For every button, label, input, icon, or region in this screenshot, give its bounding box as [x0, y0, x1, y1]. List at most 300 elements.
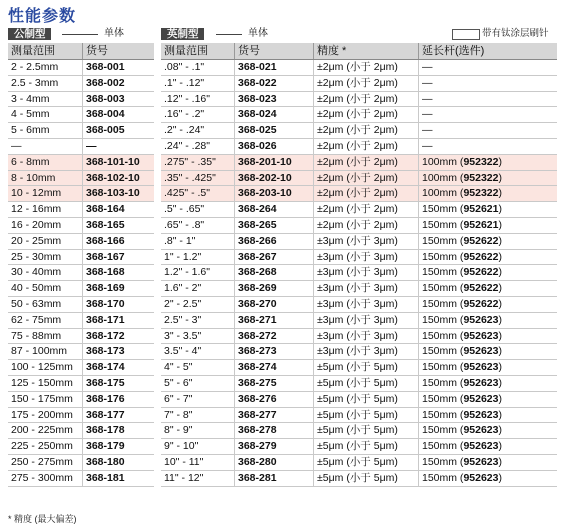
accuracy-cell: ±3μm (小于 3μm) — [313, 265, 418, 280]
metric-table-row — [8, 423, 154, 439]
imperial-range-cell: 1" - 1.2" — [164, 250, 202, 263]
imperial-table-row — [161, 139, 557, 155]
extension-code: 952623 — [463, 329, 499, 342]
extension-cell — [418, 171, 557, 186]
accuracy-cell: ±5μm (小于 5μm) — [313, 408, 418, 423]
extension-length: 150mm ( — [422, 345, 464, 358]
metric-range-cell: 275 - 300mm — [11, 471, 73, 484]
imperial-code-cell: 368-265 — [234, 218, 313, 233]
metric-code-cell: 368-166 — [82, 234, 154, 249]
extension-close: ) — [498, 155, 502, 168]
metric-code-cell: 368-101-10 — [82, 155, 154, 170]
extension-code: 952322 — [463, 155, 499, 168]
metric-range-cell: 8 - 10mm — [11, 171, 56, 184]
extension-length: 150mm ( — [422, 408, 464, 421]
accuracy-footnote: * 精度 (最大偏差) — [8, 514, 77, 524]
imperial-code-cell: 368-023 — [234, 92, 313, 107]
metric-table-row — [8, 392, 154, 408]
metric-table-row — [8, 360, 154, 376]
accuracy-cell: ±2μm (小于 2μm) — [313, 186, 418, 201]
imperial-unit-label: 单体 — [248, 28, 268, 39]
imperial-range-cell: .1" - .12" — [164, 76, 205, 89]
extension-length: 100mm ( — [422, 171, 464, 184]
metric-table-header — [8, 43, 154, 60]
metric-range-cell: 2 - 2.5mm — [11, 61, 59, 73]
metric-range-cell: — — [11, 139, 22, 152]
metric-table-row — [8, 107, 154, 123]
imperial-code-cell: 368-274 — [234, 360, 313, 375]
accuracy-cell: ±2μm (小于 2μm) — [313, 60, 418, 75]
metric-code-cell: 368-004 — [82, 107, 154, 122]
metric-code-cell: 368-169 — [82, 281, 154, 296]
metric-range-cell: 12 - 16mm — [11, 203, 62, 216]
extension-length: 150mm ( — [422, 455, 464, 468]
accuracy-cell: ±2μm (小于 2μm) — [313, 107, 418, 122]
extension-code: 952623 — [463, 408, 499, 421]
extension-length: — — [422, 124, 433, 137]
extension-cell — [418, 329, 557, 344]
accuracy-cell: ±2μm (小于 2μm) — [313, 155, 418, 170]
imperial-range-cell: .12" - .16" — [164, 92, 210, 105]
legend-label: 带有钛涂层刷针 — [482, 28, 549, 39]
accuracy-cell: ±2μm (小于 2μm) — [313, 139, 418, 154]
extension-code: 952623 — [463, 440, 499, 453]
metric-code-cell: 368-173 — [82, 344, 154, 359]
metric-code-cell: 368-181 — [82, 471, 154, 486]
extension-code: 952622 — [463, 297, 499, 310]
extension-close: ) — [498, 392, 502, 405]
metric-code-cell: 368-175 — [82, 376, 154, 391]
metric-range-cell: 4 - 5mm — [11, 108, 50, 121]
accuracy-cell: ±3μm (小于 3μm) — [313, 297, 418, 312]
metric-table-row — [8, 455, 154, 471]
extension-close: ) — [498, 234, 502, 247]
extension-cell — [418, 408, 557, 423]
accuracy-cell: ±5μm (小于 5μm) — [313, 360, 418, 375]
metric-table-row — [8, 155, 154, 171]
imperial-range-cell: 1.2" - 1.6" — [164, 266, 210, 279]
imperial-code-cell: 368-275 — [234, 376, 313, 391]
imperial-code-cell: 368-026 — [234, 139, 313, 154]
imperial-table-row — [161, 344, 557, 360]
extension-code: 952322 — [463, 171, 499, 184]
extension-cell — [418, 471, 557, 486]
header-extension: 延长杆(选件) — [418, 43, 557, 59]
metric-range-cell: 6 - 8mm — [11, 155, 50, 168]
header-code: 货号 — [82, 43, 154, 59]
imperial-table-row — [161, 471, 557, 487]
imperial-range-cell: 2.5" - 3" — [164, 313, 202, 326]
extension-close: ) — [498, 440, 502, 453]
imperial-range-cell: .2" - .24" — [164, 124, 205, 137]
extension-code: 952623 — [463, 455, 499, 468]
extension-code: 952623 — [463, 313, 499, 326]
extension-length: 150mm ( — [422, 297, 464, 310]
imperial-range-cell: .24" - .28" — [164, 139, 210, 152]
extension-length: 100mm ( — [422, 155, 464, 168]
extension-close: ) — [498, 455, 502, 468]
metric-code-cell: 368-165 — [82, 218, 154, 233]
extension-cell — [418, 439, 557, 454]
imperial-range-cell: 7" - 8" — [164, 408, 193, 421]
imperial-table-row — [161, 313, 557, 329]
extension-close: ) — [498, 171, 502, 184]
extension-cell — [418, 297, 557, 312]
accuracy-cell: ±2μm (小于 2μm) — [313, 171, 418, 186]
extension-cell — [418, 234, 557, 249]
extension-cell — [418, 250, 557, 265]
imperial-range-cell: 6" - 7" — [164, 392, 193, 405]
extension-close: ) — [498, 266, 502, 279]
imperial-range-cell: 4" - 5" — [164, 361, 193, 374]
extension-cell — [418, 423, 557, 438]
extension-close: ) — [498, 345, 502, 358]
imperial-table-row — [161, 92, 557, 108]
imperial-range-cell: .65" - .8" — [164, 218, 205, 231]
imperial-code-cell: 368-021 — [234, 60, 313, 75]
metric-range-cell: 5 - 6mm — [11, 124, 50, 137]
accuracy-cell: ±5μm (小于 5μm) — [313, 455, 418, 470]
accuracy-cell: ±5μm (小于 5μm) — [313, 439, 418, 454]
imperial-code-cell: 368-024 — [234, 107, 313, 122]
metric-range-cell: 75 - 88mm — [11, 329, 62, 342]
extension-length: 150mm ( — [422, 361, 464, 374]
extension-length: 150mm ( — [422, 392, 464, 405]
imperial-table-row — [161, 202, 557, 218]
imperial-code-cell: 368-272 — [234, 329, 313, 344]
extension-close: ) — [498, 471, 502, 484]
extension-cell — [418, 76, 557, 91]
extension-close: ) — [498, 218, 502, 231]
metric-group-tag: 公制型 — [8, 28, 51, 40]
imperial-code-cell: 368-203-10 — [234, 186, 313, 201]
imperial-table-row — [161, 60, 557, 76]
imperial-range-cell: 3.5" - 4" — [164, 345, 202, 358]
extension-code: 952621 — [463, 203, 499, 216]
imperial-range-cell: 1.6" - 2" — [164, 282, 202, 295]
extension-length: — — [422, 92, 433, 105]
imperial-code-cell: 368-202-10 — [234, 171, 313, 186]
metric-code-cell: 368-103-10 — [82, 186, 154, 201]
extension-length: — — [422, 108, 433, 121]
extension-close: ) — [498, 250, 502, 263]
metric-range-cell: 225 - 250mm — [11, 440, 73, 453]
extension-cell — [418, 344, 557, 359]
metric-range-cell: 50 - 63mm — [11, 297, 62, 310]
imperial-table-row — [161, 408, 557, 424]
accuracy-cell: ±2μm (小于 2μm) — [313, 92, 418, 107]
header-code-imperial: 货号 — [234, 43, 313, 59]
metric-table — [8, 43, 154, 487]
imperial-table-row — [161, 265, 557, 281]
metric-table-row — [8, 471, 154, 487]
extension-cell — [418, 281, 557, 296]
extension-cell — [418, 376, 557, 391]
imperial-table-row — [161, 107, 557, 123]
accuracy-cell: ±3μm (小于 3μm) — [313, 344, 418, 359]
extension-length: 100mm ( — [422, 187, 464, 200]
imperial-table-row — [161, 360, 557, 376]
accuracy-cell: ±2μm (小于 2μm) — [313, 123, 418, 138]
metric-table-row — [8, 439, 154, 455]
imperial-table-row — [161, 297, 557, 313]
extension-length: 150mm ( — [422, 313, 464, 326]
extension-length: 150mm ( — [422, 329, 464, 342]
extension-close: ) — [498, 408, 502, 421]
extension-close: ) — [498, 203, 502, 216]
metric-code-cell: 368-180 — [82, 455, 154, 470]
accuracy-cell: ±2μm (小于 2μm) — [313, 202, 418, 217]
metric-code-cell: 368-003 — [82, 92, 154, 107]
metric-code-cell: 368-001 — [82, 60, 154, 75]
metric-range-cell: 30 - 40mm — [11, 266, 62, 279]
metric-table-row — [8, 171, 154, 187]
metric-range-cell: 150 - 175mm — [11, 392, 73, 405]
imperial-code-cell: 368-271 — [234, 313, 313, 328]
metric-table-row — [8, 329, 154, 345]
imperial-code-cell: 368-278 — [234, 423, 313, 438]
imperial-range-cell: 10" - 11" — [164, 455, 204, 468]
imperial-table-row — [161, 392, 557, 408]
metric-code-cell: 368-168 — [82, 265, 154, 280]
imperial-table-row — [161, 76, 557, 92]
imperial-range-cell: 11" - 12" — [164, 471, 204, 484]
extension-length: 150mm ( — [422, 471, 464, 484]
imperial-table-row — [161, 234, 557, 250]
extension-length: 150mm ( — [422, 234, 464, 247]
extension-code: 952623 — [463, 471, 499, 484]
imperial-range-cell: .08" - .1" — [164, 61, 205, 73]
metric-code-cell: 368-171 — [82, 313, 154, 328]
metric-code-cell: 368-005 — [82, 123, 154, 138]
extension-cell — [418, 218, 557, 233]
metric-table-row — [8, 186, 154, 202]
metric-table-row — [8, 313, 154, 329]
extension-close: ) — [498, 329, 502, 342]
metric-range-cell: 10 - 12mm — [11, 187, 62, 200]
imperial-code-cell: 368-270 — [234, 297, 313, 312]
extension-code: 952322 — [463, 187, 499, 200]
imperial-code-cell: 368-266 — [234, 234, 313, 249]
extension-cell — [418, 107, 557, 122]
imperial-code-cell: 368-281 — [234, 471, 313, 486]
extension-cell — [418, 455, 557, 470]
metric-code-cell: 368-174 — [82, 360, 154, 375]
imperial-range-cell: 5" - 6" — [164, 376, 193, 389]
metric-table-row — [8, 250, 154, 266]
accuracy-cell: ±3μm (小于 3μm) — [313, 281, 418, 296]
extension-cell — [418, 123, 557, 138]
metric-table-row — [8, 218, 154, 234]
extension-length: 150mm ( — [422, 203, 464, 216]
extension-length: 150mm ( — [422, 266, 464, 279]
metric-code-cell: 368-102-10 — [82, 171, 154, 186]
imperial-code-cell: 368-267 — [234, 250, 313, 265]
imperial-table-row — [161, 376, 557, 392]
imperial-range-cell: 9" - 10" — [164, 440, 199, 453]
extension-code: 952621 — [463, 218, 499, 231]
imperial-range-cell: 8" - 9" — [164, 424, 193, 437]
metric-table-row — [8, 281, 154, 297]
extension-code: 952623 — [463, 345, 499, 358]
imperial-code-cell: 368-269 — [234, 281, 313, 296]
extension-length: — — [422, 139, 433, 152]
imperial-code-cell: 368-022 — [234, 76, 313, 91]
extension-close: ) — [498, 187, 502, 200]
imperial-group-tag: 英制型 — [161, 28, 204, 40]
imperial-range-cell: .8" - 1" — [164, 234, 196, 247]
imperial-table-row — [161, 329, 557, 345]
imperial-code-cell: 368-268 — [234, 265, 313, 280]
extension-cell — [418, 265, 557, 280]
extension-cell — [418, 92, 557, 107]
imperial-table-row — [161, 281, 557, 297]
imperial-table-row — [161, 423, 557, 439]
metric-range-cell: 87 - 100mm — [11, 345, 68, 358]
imperial-range-cell: .5" - .65" — [164, 203, 205, 216]
imperial-range-cell: .16" - .2" — [164, 108, 205, 121]
extension-close: ) — [498, 282, 502, 295]
header-range-imperial: 测量范围 — [164, 45, 208, 57]
metric-table-row — [8, 297, 154, 313]
imperial-table-row — [161, 218, 557, 234]
imperial-code-cell: 368-025 — [234, 123, 313, 138]
imperial-range-cell: .35" - .425" — [164, 171, 216, 184]
imperial-range-cell: .425" - .5" — [164, 187, 210, 200]
header-accuracy: 精度 * — [313, 43, 418, 59]
metric-table-row — [8, 265, 154, 281]
metric-range-cell: 40 - 50mm — [11, 282, 62, 295]
metric-range-cell: 3 - 4mm — [11, 92, 50, 105]
metric-range-cell: 125 - 150mm — [11, 376, 73, 389]
accuracy-cell: ±5μm (小于 5μm) — [313, 471, 418, 486]
accuracy-cell: ±5μm (小于 5μm) — [313, 392, 418, 407]
metric-table-row — [8, 76, 154, 92]
metric-table-row — [8, 376, 154, 392]
imperial-code-cell: 368-279 — [234, 439, 313, 454]
accuracy-cell: ±2μm (小于 2μm) — [313, 76, 418, 91]
imperial-code-cell: 368-264 — [234, 202, 313, 217]
metric-range-cell: 200 - 225mm — [11, 424, 73, 437]
metric-table-row — [8, 234, 154, 250]
extension-code: 952623 — [463, 376, 499, 389]
titanium-coating-swatch — [452, 29, 480, 40]
imperial-code-cell: 368-201-10 — [234, 155, 313, 170]
imperial-code-cell: 368-273 — [234, 344, 313, 359]
extension-code: 952623 — [463, 392, 499, 405]
imperial-table-row — [161, 455, 557, 471]
metric-table-row — [8, 123, 154, 139]
metric-range-cell: 2.5 - 3mm — [11, 76, 59, 89]
metric-table-row — [8, 139, 154, 155]
metric-range-cell: 20 - 25mm — [11, 234, 62, 247]
extension-close: ) — [498, 297, 502, 310]
metric-range-cell: 250 - 275mm — [11, 455, 73, 468]
extension-cell — [418, 139, 557, 154]
metric-code-cell: 368-164 — [82, 202, 154, 217]
extension-length: 150mm ( — [422, 282, 464, 295]
imperial-table-row — [161, 123, 557, 139]
imperial-table-row — [161, 155, 557, 171]
extension-length: 150mm ( — [422, 376, 464, 389]
imperial-table-row — [161, 186, 557, 202]
metric-range-cell: 175 - 200mm — [11, 408, 73, 421]
metric-range-cell: 62 - 75mm — [11, 313, 62, 326]
metric-code-cell: 368-172 — [82, 329, 154, 344]
accuracy-cell: ±5μm (小于 5μm) — [313, 376, 418, 391]
extension-code: 952622 — [463, 250, 499, 263]
imperial-table — [161, 43, 557, 487]
imperial-range-cell: 2" - 2.5" — [164, 297, 202, 310]
extension-length: — — [422, 61, 433, 73]
extension-close: ) — [498, 376, 502, 389]
extension-length: 150mm ( — [422, 424, 464, 437]
metric-code-cell: 368-167 — [82, 250, 154, 265]
extension-close: ) — [498, 424, 502, 437]
extension-code: 952623 — [463, 361, 499, 374]
extension-code: 952623 — [463, 424, 499, 437]
metric-unit-label: 单体 — [104, 28, 124, 39]
metric-code-cell: 368-178 — [82, 423, 154, 438]
metric-table-row — [8, 202, 154, 218]
metric-group-rule — [62, 34, 98, 35]
metric-code-cell: — — [82, 139, 154, 154]
metric-code-cell: 368-177 — [82, 408, 154, 423]
extension-cell — [418, 360, 557, 375]
extension-length: 150mm ( — [422, 440, 464, 453]
extension-cell — [418, 60, 557, 75]
accuracy-cell: ±5μm (小于 5μm) — [313, 423, 418, 438]
extension-length: 150mm ( — [422, 218, 464, 231]
extension-cell — [418, 202, 557, 217]
accuracy-cell: ±2μm (小于 2μm) — [313, 218, 418, 233]
extension-close: ) — [498, 313, 502, 326]
extension-length: 150mm ( — [422, 250, 464, 263]
extension-length: — — [422, 76, 433, 89]
extension-cell — [418, 155, 557, 170]
imperial-code-cell: 368-277 — [234, 408, 313, 423]
accuracy-cell: ±3μm (小于 3μm) — [313, 234, 418, 249]
accuracy-cell: ±3μm (小于 3μm) — [313, 313, 418, 328]
metric-table-row — [8, 408, 154, 424]
imperial-table-header — [161, 43, 557, 60]
page-title: 性能参数 — [8, 8, 77, 25]
imperial-table-row — [161, 171, 557, 187]
header-range: 测量范围 — [11, 45, 55, 57]
metric-range-cell: 16 - 20mm — [11, 218, 62, 231]
extension-close: ) — [498, 361, 502, 374]
extension-cell — [418, 186, 557, 201]
metric-code-cell: 368-179 — [82, 439, 154, 454]
metric-table-row — [8, 60, 154, 76]
extension-code: 952622 — [463, 234, 499, 247]
imperial-code-cell: 368-280 — [234, 455, 313, 470]
imperial-table-row — [161, 250, 557, 266]
metric-code-cell: 368-002 — [82, 76, 154, 91]
metric-table-row — [8, 344, 154, 360]
imperial-group-rule — [216, 34, 242, 35]
extension-code: 952622 — [463, 282, 499, 295]
metric-code-cell: 368-170 — [82, 297, 154, 312]
metric-range-cell: 100 - 125mm — [11, 361, 73, 374]
imperial-range-cell: 3" - 3.5" — [164, 329, 202, 342]
imperial-code-cell: 368-276 — [234, 392, 313, 407]
extension-cell — [418, 392, 557, 407]
extension-code: 952622 — [463, 266, 499, 279]
extension-cell — [418, 313, 557, 328]
imperial-range-cell: .275" - .35" — [164, 155, 216, 168]
metric-table-row — [8, 92, 154, 108]
